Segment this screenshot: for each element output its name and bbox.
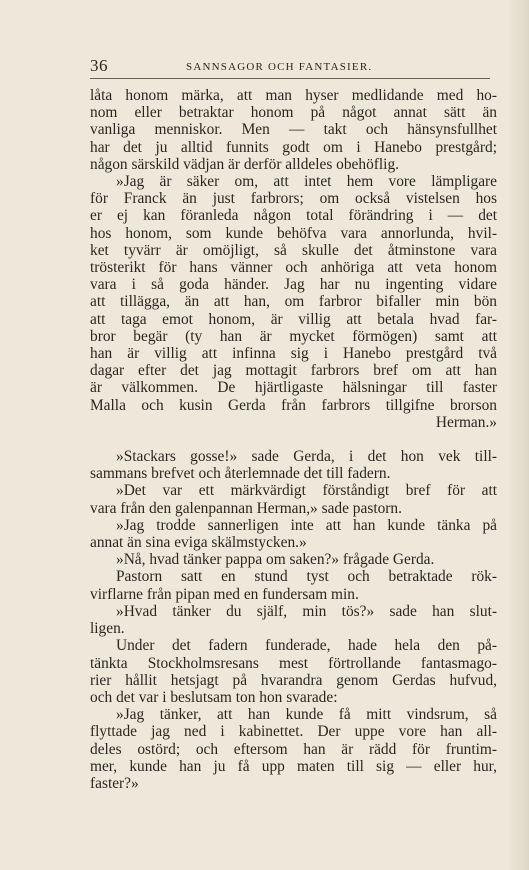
page-header [90, 56, 490, 79]
text-line: någon särskild vädjan är derför alldeles obehöflig. [90, 155, 399, 173]
text-line: bror begär (ty han är mycket förmögen) samt att [90, 327, 497, 345]
text-line: nom eller betraktar honom på något annat sätt än [90, 104, 497, 122]
text-line: »Nå, hvad tänker pappa om saken?» frågade Gerda. [116, 551, 435, 569]
text-line: låta honom märka, att man hyser medlidande med ho- [90, 87, 497, 104]
text-line: att tillägga, än att han, om farbror bifaller min bön [90, 293, 497, 311]
paragraph [90, 551, 497, 568]
text-line: »Jag tänker, att han kunde få mitt vindsrum, så [116, 706, 497, 724]
text-line: tänkta Stockholmsresans mest förtrollande fantasmago- [90, 654, 497, 672]
text-line: Malla och kusin Gerda från farbrors tillgifne brorson [90, 396, 497, 414]
paragraph [90, 603, 497, 637]
text-line: dagar efter det jag mottagit farbrors bref om att han [90, 362, 497, 380]
page-number: 36 [90, 56, 108, 75]
paragraph [90, 517, 497, 551]
text-line: Pastorn satt en stund tyst och betraktade rök- [116, 568, 497, 586]
letter-signature: Herman.» [435, 413, 497, 431]
text-line: vara från den galenpannan Herman,» sade pastorn. [90, 499, 402, 517]
text-line: för Franck än just farbrors; om också vistelsen hos [90, 190, 497, 208]
text-line: vanliga menniskor. Men — takt och hänsynsfullhet [90, 121, 497, 139]
text-line: »Stackars gosse!» sade Gerda, i det hon vek till- [116, 448, 497, 466]
paragraph-gap [90, 431, 497, 448]
text-line: han är villig att infinna sig i Hanebo prestgård två [90, 345, 497, 363]
text-line: »Jag är säker om, att intet hem vore lämpligare [116, 173, 497, 191]
text-line: ligen. [90, 620, 125, 638]
text-line: sammans brefvet och återlemnade det till fadern. [90, 465, 391, 483]
running-head: SANNSAGOR OCH FANTASIER. [186, 61, 373, 73]
paragraph [90, 706, 497, 792]
body-text [90, 87, 497, 792]
text-line: ket tyvärr är omöjligt, så skulle det åtminstone vara [90, 241, 497, 259]
text-line: trösterikt för hans vänner och anhöriga att veta honom [90, 259, 497, 277]
text-line: vara i så goda händer. Jag har nu ingenting vidare [90, 276, 497, 294]
text-line: virflarne från pipan med en fundersam min. [90, 585, 359, 603]
text-line: att taga emot honom, är villig att betala hvad far- [90, 310, 497, 328]
text-line: är välkommen. De hjärtligaste hälsningar till faster [90, 379, 497, 397]
text-line: deles ostörd; och eftersom han är rädd för fruntim- [90, 740, 497, 758]
text-line: mer, kunde han ju få upp maten till sig — eller hur, [90, 757, 497, 775]
text-line: och det var i beslutsam ton hon svarade: [90, 688, 338, 706]
text-line: »Hvad tänker du själf, min tös?» sade han slut- [116, 602, 497, 620]
paragraph [90, 637, 497, 706]
text-line: hos honom, som kunde behöfva vara annorlunda, hvil- [90, 224, 497, 242]
text-line: rier hållit hetsjagt på hvarandra genom Gerdas hufvud, [90, 671, 497, 689]
text-line: »Jag trodde sannerligen inte att han kunde tänka på [116, 516, 497, 534]
text-line: er ej kan föranleda någon total förändring i — det [90, 207, 497, 225]
paragraph [90, 568, 497, 602]
text-line: har det ju alltid funnits godt om i Hanebo prestgård; [90, 138, 497, 156]
paragraph [90, 448, 497, 482]
text-line: »Det var ett märkvärdigt förståndigt bref för att [116, 482, 497, 500]
paragraph [90, 87, 497, 173]
text-line: faster?» [90, 774, 139, 792]
text-line: flyttade jag ned i kabinettet. Der uppe vore han all- [90, 723, 497, 741]
text-line: annat än sina eviga skälmstycken.» [90, 534, 307, 552]
paragraph [90, 482, 497, 516]
text-line: Under det fadern funderade, hade hela den på- [116, 637, 497, 655]
paragraph [90, 173, 497, 431]
